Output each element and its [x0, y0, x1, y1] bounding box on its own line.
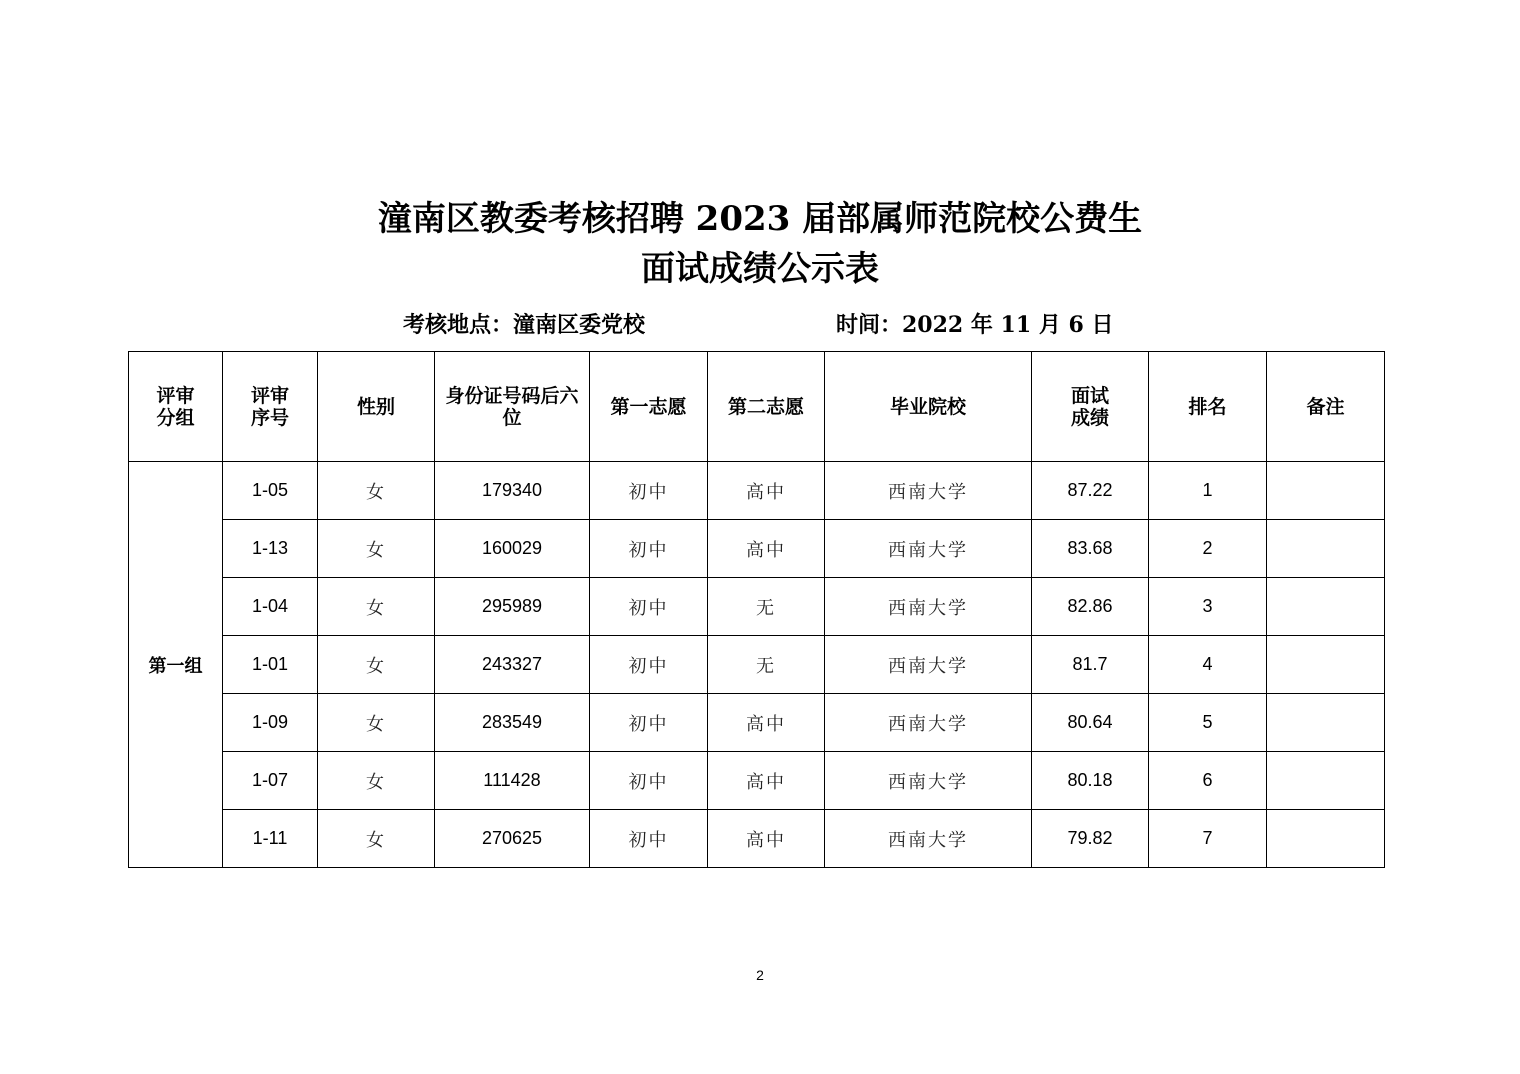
- rank-cell: 5: [1149, 694, 1267, 752]
- rank-cell: 1: [1149, 462, 1267, 520]
- choice1-cell: 初中: [590, 694, 708, 752]
- header-remark: 备注: [1267, 352, 1385, 462]
- choice1-cell: 初中: [590, 810, 708, 868]
- seq-cell: 1-09: [223, 694, 318, 752]
- score-cell: 87.22: [1032, 462, 1149, 520]
- table-header-row: [129, 352, 1385, 462]
- document-title-line1: 潼南区教委考核招聘 2023 届部属师范院校公费生: [377, 199, 1143, 239]
- remark-cell: [1267, 462, 1385, 520]
- remark-cell: [1267, 694, 1385, 752]
- table-row: [129, 694, 1385, 752]
- gender-cell: 女: [318, 810, 435, 868]
- seq-cell: 1-01: [223, 636, 318, 694]
- score-cell: 80.18: [1032, 752, 1149, 810]
- gender-cell: 女: [318, 578, 435, 636]
- choice2-cell: 高中: [708, 694, 825, 752]
- choice2-cell: 高中: [708, 520, 825, 578]
- choice2-cell: 高中: [708, 752, 825, 810]
- score-cell: 83.68: [1032, 520, 1149, 578]
- id-cell: 270625: [435, 810, 590, 868]
- table-row: [129, 752, 1385, 810]
- table-row: [129, 462, 1385, 520]
- choice2-cell: 高中: [708, 462, 825, 520]
- rank-cell: 7: [1149, 810, 1267, 868]
- document-title-line2: 面试成绩公示表: [641, 249, 879, 289]
- gender-cell: 女: [318, 694, 435, 752]
- school-cell: 西南大学: [825, 694, 1032, 752]
- score-cell: 80.64: [1032, 694, 1149, 752]
- header-score-l1: 面试: [1070, 384, 1109, 407]
- seq-cell: 1-07: [223, 752, 318, 810]
- id-cell: 295989: [435, 578, 590, 636]
- score-cell: 79.82: [1032, 810, 1149, 868]
- choice2-cell: 无: [708, 636, 825, 694]
- seq-cell: 1-13: [223, 520, 318, 578]
- rank-cell: 4: [1149, 636, 1267, 694]
- school-cell: 西南大学: [825, 810, 1032, 868]
- header-seq: [223, 352, 318, 462]
- remark-cell: [1267, 578, 1385, 636]
- table-row: [129, 520, 1385, 578]
- school-cell: 西南大学: [825, 636, 1032, 694]
- seq-cell: 1-11: [223, 810, 318, 868]
- choice1-cell: 初中: [590, 636, 708, 694]
- remark-cell: [1267, 810, 1385, 868]
- seq-cell: 1-05: [223, 462, 318, 520]
- header-group-l2: 分组: [156, 406, 195, 429]
- rank-cell: 2: [1149, 520, 1267, 578]
- choice1-cell: 初中: [590, 520, 708, 578]
- school-cell: 西南大学: [825, 462, 1032, 520]
- group-cell: 第一组: [129, 462, 223, 868]
- id-cell: 283549: [435, 694, 590, 752]
- gender-cell: 女: [318, 636, 435, 694]
- exam-location: 考核地点：潼南区委党校: [403, 312, 646, 338]
- rank-cell: 6: [1149, 752, 1267, 810]
- score-cell: 81.7: [1032, 636, 1149, 694]
- choice2-cell: 无: [708, 578, 825, 636]
- gender-cell: 女: [318, 462, 435, 520]
- score-table: [128, 351, 1385, 868]
- remark-cell: [1267, 636, 1385, 694]
- header-choice1: 第一志愿: [590, 352, 708, 462]
- header-id-l1: 身份证号码后六: [445, 384, 579, 407]
- header-seq-l1: 评审: [250, 384, 289, 407]
- table-row: [129, 810, 1385, 868]
- choice1-cell: 初中: [590, 578, 708, 636]
- seq-cell: 1-04: [223, 578, 318, 636]
- table-row: [129, 636, 1385, 694]
- header-id-l2: 位: [502, 406, 522, 429]
- school-cell: 西南大学: [825, 752, 1032, 810]
- id-cell: 160029: [435, 520, 590, 578]
- score-cell: 82.86: [1032, 578, 1149, 636]
- header-score: [1032, 352, 1149, 462]
- remark-cell: [1267, 752, 1385, 810]
- id-cell: 179340: [435, 462, 590, 520]
- choice1-cell: 初中: [590, 462, 708, 520]
- header-choice2: 第二志愿: [708, 352, 825, 462]
- id-cell: 111428: [435, 752, 590, 810]
- header-group-l1: 评审: [156, 384, 195, 407]
- header-id-last6: [435, 352, 590, 462]
- table-row: [129, 578, 1385, 636]
- exam-time: 时间：2022 年 11 月 6 日: [836, 312, 1114, 338]
- header-school: 毕业院校: [825, 352, 1032, 462]
- choice1-cell: 初中: [590, 752, 708, 810]
- header-group: [129, 352, 223, 462]
- choice2-cell: 高中: [708, 810, 825, 868]
- remark-cell: [1267, 520, 1385, 578]
- school-cell: 西南大学: [825, 520, 1032, 578]
- gender-cell: 女: [318, 520, 435, 578]
- school-cell: 西南大学: [825, 578, 1032, 636]
- page-number: 2: [756, 967, 764, 983]
- gender-cell: 女: [318, 752, 435, 810]
- rank-cell: 3: [1149, 578, 1267, 636]
- header-gender: 性别: [318, 352, 435, 462]
- header-seq-l2: 序号: [250, 406, 289, 429]
- header-rank: 排名: [1149, 352, 1267, 462]
- id-cell: 243327: [435, 636, 590, 694]
- header-score-l2: 成绩: [1070, 406, 1109, 429]
